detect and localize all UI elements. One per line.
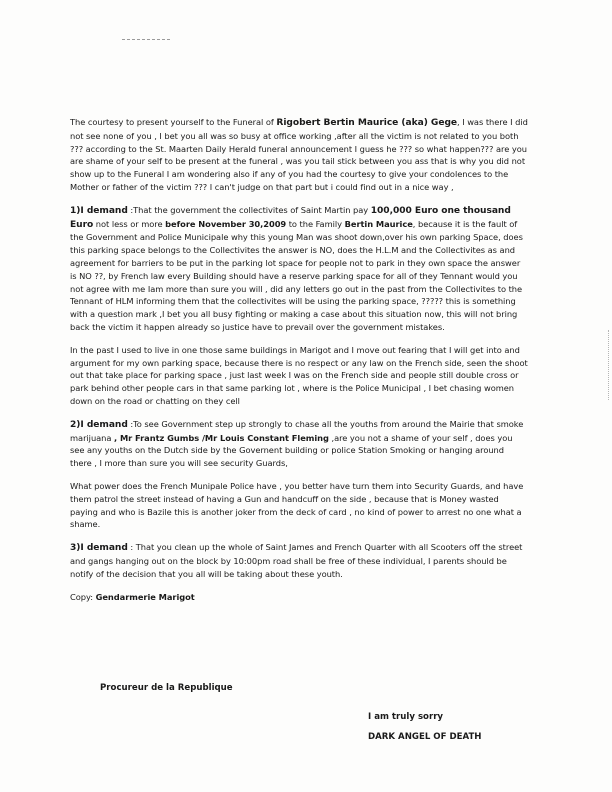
copy-label: Copy: — [70, 591, 96, 602]
paragraph-text: :That the government the collectivites of Saint Martin pay — [127, 204, 371, 215]
deceased-name: Rigobert Bertin Maurice (aka) Gege — [276, 118, 458, 128]
demand-label: 2)I demand — [70, 419, 128, 430]
demand-amount: 100,000 Euro one thousand Euro — [70, 205, 511, 230]
signature-line: DARK ANGEL OF DEATH — [368, 732, 482, 742]
paragraph-text: ,are you not a shame of your self , does you see any youths on the Dutch side by the Governent building or police Station Smoking or hanging around there , I more than sure you will see security Guards, — [70, 432, 513, 469]
paragraph-text: : That you clean up the whole of Saint James and French Quarter with all Scooters off the street and gangs hanging out on the block by 10:00pm road shall be free of these individual, I parents should be notify of the decision that you all will be taking about these youth. — [70, 542, 523, 579]
paragraph-text: , because it is the fault of the Government and Police Municipale why this young Man was shoot down,over his own parking Space, does this parking space belongs to the Collectivites the answer is NO, does the H.L.M and the Collectivites as and agreement for barriers to be put in the parking lot space for people not to park in they own space the answer is NO ??, by French law every Building should have a reserve parking space for all of they Tennant would you not agree with me Iam more than sure you will , did any letters go out in the past from the Collectivites to the Tennant of HLM informing them that the collectivites will be using the parking space, ????? this is something with a question mark ,I bet you all busy fighting or making a case about this situation now, this will not bring back the victim it happen already so justice have to prevail over the government mistakes. — [70, 218, 523, 332]
paragraph-text: to the Family — [286, 218, 345, 229]
paragraph-text: not less or more — [93, 218, 166, 229]
paragraph-past-residence: In the past I used to live in one those same buildings in Marigot and I move out fearing that I will get into and argument for my own parking space, because there is no respect or any law on the French side, seen the shoot out that take place for parking space , just last week I was on the French side and people still double cross or park behind other people cars in that same parking lot , where is the Police Municipal , I bet chasing women down on the road or chatting on they cell — [70, 344, 528, 406]
copy-recipient-2: Procureur de la Republique — [100, 683, 233, 693]
letter-body — [70, 116, 528, 613]
paragraph-demand-2 — [70, 418, 528, 470]
copy-recipient-1: Gendarmerie Marigot — [95, 591, 195, 602]
paragraph-text: The courtesy to present yourself to the Funeral of — [70, 117, 277, 127]
closing-line: I am truly sorry — [368, 712, 444, 722]
paragraph-text: :To see Government step up strongly to chase all the youths from around the Mairie that smoke marijuana — [70, 418, 524, 443]
paragraph-police-power: What power does the French Munipale Police have , you better have turn them into Security Guards, and have them patrol the street instead of having a Gun and handcuff on the side , because that is Money wasted paying and who is Bazile this is another joker from the deck of card , no kind of power to arrest no one what a shame. — [70, 480, 524, 530]
copy-recipients — [70, 591, 528, 604]
demand-label: 3)I demand — [70, 543, 128, 554]
paragraph-demand-3 — [70, 541, 528, 580]
family-name: Bertin Maurice — [344, 218, 413, 229]
demand-deadline: before November 30,2009 — [165, 218, 287, 229]
paragraph-text: , I was there I did not see none of you , I bet you all was so busy at office working ,after all the victim is not related to you both ??? according to the St. Maarten Daily Herald funeral announcement I guess he ??? so what happen??? are you are shame of your self to be present at the funeral , was you tail stick between you ass that is why you did not show up to the Funeral I am wondering also if any of you had the courtesy to give your condolences to the Mother or father of the victim ??? I can't judge on that part but i could find out in a nice way , — [70, 117, 528, 192]
scan-artifact-mark — [122, 39, 170, 41]
paragraph-demand-1 — [70, 204, 528, 334]
closing-block — [368, 707, 482, 747]
addressee-names: , Mr Frantz Gumbs /Mr Louis Constant Fleming — [114, 432, 329, 443]
paragraph-funeral — [70, 116, 528, 194]
scan-edge-mark — [608, 330, 610, 400]
demand-label: 1)I demand — [70, 205, 128, 216]
